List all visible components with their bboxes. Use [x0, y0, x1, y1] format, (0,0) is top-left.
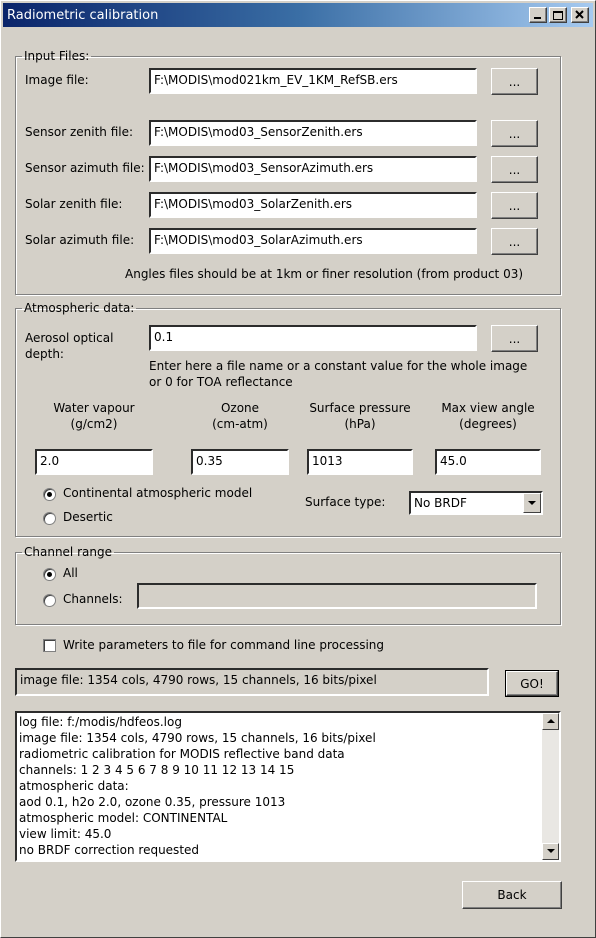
minimize-icon: [532, 10, 544, 20]
sensor-azimuth-label: Sensor azimuth file:: [25, 161, 145, 175]
aod-browse-button[interactable]: ...: [491, 325, 538, 352]
write-params-checkbox[interactable]: [43, 639, 56, 652]
back-button[interactable]: Back: [462, 881, 562, 909]
maximize-button[interactable]: [549, 7, 567, 23]
log-line: view limit: 45.0: [19, 827, 112, 841]
ozone-label: Ozone: [220, 401, 260, 415]
surface-type-value: No BRDF: [414, 496, 467, 510]
log-lines: [19, 714, 541, 858]
log-line: atmospheric data:: [19, 779, 129, 793]
minimize-button[interactable]: [529, 7, 547, 23]
maximize-icon: [552, 10, 564, 20]
log-line: log file: f:/modis/hdfeos.log: [19, 715, 182, 729]
scroll-up-button[interactable]: [542, 713, 559, 730]
sensor-zenith-browse-button[interactable]: ...: [491, 120, 538, 147]
solar-azimuth-label: Solar azimuth file:: [25, 233, 135, 247]
atmospheric-data-legend: Atmospheric data:: [24, 301, 135, 315]
solar-zenith-browse-button[interactable]: ...: [491, 192, 538, 219]
angles-note: Angles files should be at 1km or finer resolution (from product 03): [125, 267, 524, 281]
title-bar[interactable]: [3, 3, 593, 27]
surface-pressure-input[interactable]: 1013: [307, 449, 413, 475]
ozone-input[interactable]: 0.35: [191, 449, 289, 475]
surface-type-label: Surface type:: [305, 495, 386, 509]
solar-zenith-input[interactable]: F:\MODIS\mod03_SolarZenith.ers: [149, 192, 477, 218]
log-line: image file: 1354 cols, 4790 rows, 15 channels, 16 bits/pixel: [19, 731, 376, 745]
log-scrollbar[interactable]: [542, 713, 559, 860]
chevron-down-icon: [547, 849, 555, 854]
continental-model-label[interactable]: Continental atmospheric model: [63, 486, 253, 500]
image-file-label: Image file:: [25, 73, 89, 87]
chevron-up-icon: [547, 719, 555, 724]
max-view-angle-unit: (degrees): [459, 417, 517, 431]
image-file-input[interactable]: F:\MODIS\mod021km_EV_1KM_RefSB.ers: [149, 68, 477, 94]
max-view-angle-label: Max view angle: [441, 401, 535, 415]
scroll-down-button[interactable]: [542, 843, 559, 860]
aod-hint-line1: Enter here a file name or a constant value for the whole image: [149, 359, 528, 373]
channel-range-legend: Channel range: [24, 545, 112, 559]
surface-pressure-unit: (hPa): [344, 417, 376, 431]
input-files-legend: Input Files:: [24, 49, 90, 63]
water-vapour-unit: (g/cm2): [70, 417, 118, 431]
max-view-angle-input[interactable]: 45.0: [435, 449, 541, 475]
desertic-model-radio[interactable]: [43, 512, 56, 525]
aod-label-line2: depth:: [25, 347, 64, 361]
close-icon: [574, 10, 586, 20]
solar-azimuth-input[interactable]: F:\MODIS\mod03_SolarAzimuth.ers: [149, 228, 477, 254]
window-title: Radiometric calibration: [7, 8, 159, 23]
log-line: channels: 1 2 3 4 5 6 7 8 9 10 11 12 13 14 15: [19, 763, 295, 777]
desertic-model-label[interactable]: Desertic: [63, 510, 113, 524]
aod-label-line1: Aerosol optical: [25, 331, 114, 345]
aod-input[interactable]: 0.1: [149, 325, 477, 351]
image-file-browse-button[interactable]: ...: [491, 68, 538, 95]
log-textarea[interactable]: [15, 711, 561, 862]
sensor-zenith-input[interactable]: F:\MODIS\mod03_SensorZenith.ers: [149, 120, 477, 146]
chevron-down-icon: [528, 501, 536, 506]
log-line: atmospheric model: CONTINENTAL: [19, 811, 228, 825]
surface-pressure-label: Surface pressure: [309, 401, 411, 415]
status-field: image file: 1354 cols, 4790 rows, 15 channels, 16 bits/pixel: [15, 668, 489, 696]
aod-hint-line2: or 0 for TOA reflectance: [149, 375, 293, 389]
channels-all-radio[interactable]: [43, 568, 56, 581]
sensor-azimuth-input[interactable]: F:\MODIS\mod03_SensorAzimuth.ers: [149, 156, 477, 182]
continental-model-radio[interactable]: [43, 488, 56, 501]
ozone-unit: (cm-atm): [212, 417, 268, 431]
solar-zenith-label: Solar zenith file:: [25, 197, 123, 211]
water-vapour-input[interactable]: 2.0: [35, 449, 153, 475]
water-vapour-label: Water vapour: [53, 401, 135, 415]
channels-select-label[interactable]: Channels:: [63, 592, 123, 606]
close-button[interactable]: [571, 7, 589, 23]
log-line: radiometric calibration for MODIS reflective band data: [19, 747, 345, 761]
solar-azimuth-browse-button[interactable]: ...: [491, 228, 538, 255]
channels-input[interactable]: [137, 583, 537, 609]
sensor-zenith-label: Sensor zenith file:: [25, 125, 134, 139]
log-line: aod 0.1, h2o 2.0, ozone 0.35, pressure 1013: [19, 795, 286, 809]
write-params-label[interactable]: Write parameters to file for command line processing: [63, 638, 385, 652]
go-button[interactable]: GO!: [506, 671, 558, 696]
log-line: no BRDF correction requested: [19, 843, 200, 857]
channels-all-label[interactable]: All: [63, 566, 78, 580]
sensor-azimuth-browse-button[interactable]: ...: [491, 156, 538, 183]
surface-type-dropdown-button[interactable]: [523, 493, 541, 513]
surface-type-select[interactable]: [409, 491, 543, 515]
channels-select-radio[interactable]: [43, 594, 56, 607]
